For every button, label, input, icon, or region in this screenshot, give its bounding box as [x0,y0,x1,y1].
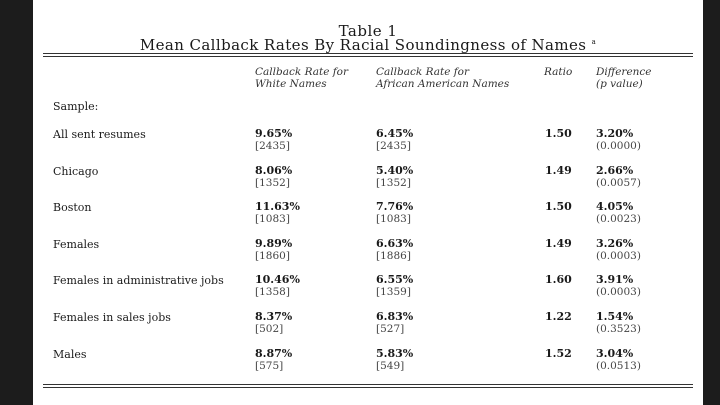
white-count: [2435] [255,140,290,152]
white-count: [1358] [255,286,290,298]
header-white-line1: Callback Rate for [255,66,348,78]
difference-value: 4.05% [596,200,634,213]
white-rate: 9.89% [255,237,293,250]
african-count: [1083] [376,213,411,225]
difference-value: 3.04% [596,347,634,360]
difference-value: 1.54% [596,310,634,323]
p-value: (0.0513) [596,360,641,372]
african-rate: 6.45% [376,127,414,140]
p-value: (0.0003) [596,250,641,262]
subtitle-text: Mean Callback Rates By Racial Soundingness of Names [139,36,587,54]
row-label: Males [53,348,87,361]
difference-value: 3.20% [596,127,634,140]
white-count: [1860] [255,250,290,262]
difference-value: 2.66% [596,164,634,177]
african-rate: 5.83% [376,347,414,360]
bottom-rule-double [43,387,693,388]
p-value: (0.0057) [596,177,641,189]
african-count: [527] [376,323,405,335]
header-african-line1: Callback Rate for [376,66,469,78]
top-rule-double [43,56,693,57]
ratio-value: 1.50 [545,200,572,213]
table-title: Table 1 [338,22,398,40]
bottom-rule [43,384,693,385]
row-label: Chicago [53,165,99,178]
white-count: [1352] [255,177,290,189]
african-rate: 6.63% [376,237,414,250]
ratio-value: 1.49 [545,164,572,177]
african-rate: 5.40% [376,164,414,177]
row-label: Females in sales jobs [53,311,171,324]
header-difference [596,66,652,90]
row-label: Boston [53,201,92,214]
document-page [33,0,703,405]
header-white [255,66,348,90]
white-rate: 8.87% [255,347,293,360]
p-value: (0.0000) [596,140,641,152]
white-rate: 10.46% [255,273,300,286]
header-ratio: Ratio [544,66,573,78]
ratio-value: 1.60 [545,273,572,286]
sample-label: Sample: [53,100,99,113]
row-label: Females [53,238,100,251]
ratio-value: 1.50 [545,127,572,140]
african-rate: 6.55% [376,273,414,286]
african-count: [1886] [376,250,411,262]
top-rule [43,53,693,54]
white-count: [502] [255,323,284,335]
header-diff-line2: (p value) [596,78,643,90]
white-rate: 11.63% [255,200,300,213]
p-value: (0.3523) [596,323,641,335]
header-african [376,66,509,90]
white-count: [575] [255,360,284,372]
row-label: All sent resumes [53,128,146,141]
african-count: [2435] [376,140,411,152]
header-diff-line1: Difference [596,66,652,78]
white-rate: 8.37% [255,310,293,323]
footnote-mark: a [591,38,597,46]
african-count: [549] [376,360,405,372]
african-rate: 7.76% [376,200,414,213]
header-african-line2: African American Names [376,78,510,90]
p-value: (0.0003) [596,286,641,298]
ratio-value: 1.22 [545,310,572,323]
difference-value: 3.91% [596,273,634,286]
white-rate: 8.06% [255,164,293,177]
african-rate: 6.83% [376,310,414,323]
ratio-value: 1.52 [545,347,572,360]
row-label: Females in administrative jobs [53,274,224,287]
ratio-value: 1.49 [545,237,572,250]
table-subtitle [33,36,703,54]
header-white-line2: White Names [255,78,327,90]
white-count: [1083] [255,213,290,225]
difference-value: 3.26% [596,237,634,250]
african-count: [1359] [376,286,411,298]
african-count: [1352] [376,177,411,189]
p-value: (0.0023) [596,213,641,225]
white-rate: 9.65% [255,127,293,140]
